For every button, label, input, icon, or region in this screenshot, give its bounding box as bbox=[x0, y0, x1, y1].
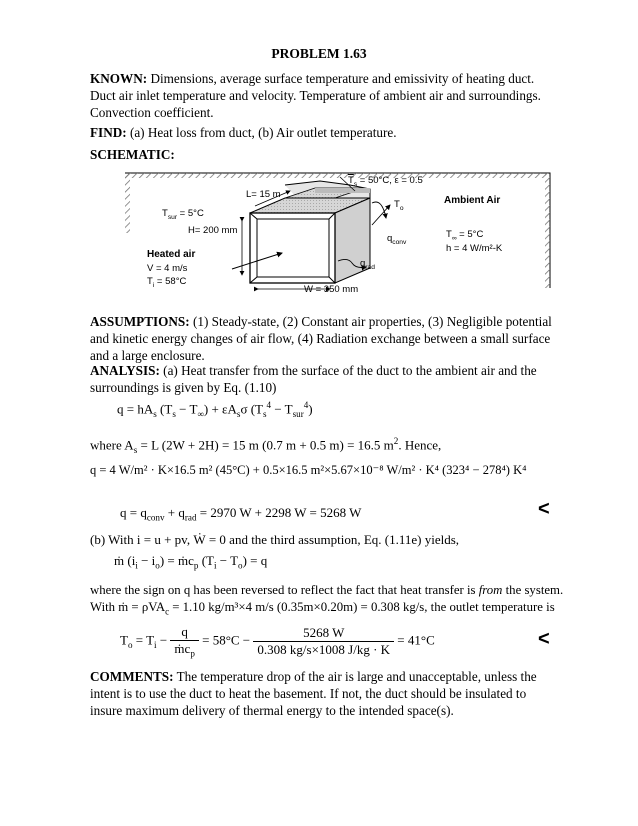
ti-label: $T_i = 58^\circ C$ bbox=[147, 276, 187, 289]
assumptions-section bbox=[90, 313, 560, 364]
qrad-label: $q_{rad}$ bbox=[360, 258, 375, 271]
area-equation: where $A_s = L$ (2W + 2H) = 15 m (0.7 m + 0.5 m) = 16.5 $m^2$. Hence, bbox=[90, 436, 442, 455]
heated-air-label: Heated air bbox=[147, 249, 196, 260]
enclosure-left-wall bbox=[125, 173, 130, 233]
ts-label: $\overline{T}_s = 50^\circ C$, ε = 0.5 bbox=[348, 175, 423, 188]
assumptions-text: (1) Steady-state, (2) Constant air properties, (3) Negligible potential and kinetic energy changes of air flow, (4) Radiation exchange between a small surface and a large enclosure. bbox=[90, 314, 552, 363]
check-mark-a: < bbox=[538, 498, 550, 520]
height-label: H= 200 mm bbox=[188, 225, 238, 236]
known-label: KNOWN: bbox=[90, 71, 148, 86]
find-label: FIND: bbox=[90, 125, 127, 140]
fraction-q-mcp: $\frac{q}{ṁc_p}$ bbox=[170, 624, 198, 659]
length-label: L= 15 m bbox=[246, 189, 281, 200]
enclosure-top-wall bbox=[125, 173, 550, 178]
enclosure-right-wall bbox=[545, 173, 550, 288]
fraction-numeric: $\frac{5268 W}{0.308 kg/s\times 1008 J/kg \cdot K}$ bbox=[253, 625, 394, 658]
to-label: $T_o$ bbox=[394, 199, 404, 212]
problem-title: PROBLEM 1.63 bbox=[271, 46, 367, 61]
schematic-label: SCHEMATIC: bbox=[90, 147, 175, 162]
equation-4: ṁ $(i_i - i_o)$ = ṁc$_p$ $(T_i - T_o) = q$ bbox=[114, 553, 268, 571]
part-b-intro: (b) With i = u + pv, Ẇ = 0 and the third assumption, Eq. (1.11e) yields, bbox=[90, 532, 460, 547]
width-label: W = 350 mm bbox=[304, 284, 359, 295]
find-section bbox=[90, 124, 560, 141]
tinf-label: $T_\infty = 5^\circ C$ bbox=[446, 229, 484, 242]
duct-opening bbox=[257, 219, 329, 277]
known-text: Dimensions, average surface temperature and emissivity of heating duct. Duct air inlet temperature and velocity. Temperature of ambient air and surroundings. Convection coefficient. bbox=[90, 71, 541, 120]
qconv-label: $q_{conv}$ bbox=[387, 233, 407, 246]
analysis-label: ANALYSIS: bbox=[90, 363, 160, 378]
check-mark-b: < bbox=[538, 628, 550, 650]
comments-section bbox=[90, 668, 560, 719]
analysis-section bbox=[90, 362, 560, 396]
equation-1: $q = hA_s$ $(T_s - T_\infty) + \varepsilon A_s\sigma$ $(T_s^4 - T_{sur}^4)$ bbox=[117, 400, 313, 419]
mass-flow-equation: With ṁ = ρVA$_c$ = 1.10 kg/m³×4 m/s (0.35m×0.20m) = 0.308 kg/s, the outlet temperature is bbox=[90, 600, 555, 617]
schematic-figure bbox=[90, 163, 560, 303]
schematic-section bbox=[90, 146, 560, 163]
equation-3: $q = q_{conv} + q_{rad} = 2970$ W + 2298 W = 5268 W bbox=[120, 505, 362, 523]
equation-5: $T_o = T_i$ − $\frac{q}{ṁc_p}$ = 58°C − $\frac{5268 W}{0.308 kg/s\times 1008 J/kg \cdot K}$ = 41°C bbox=[120, 624, 435, 659]
comments-text: The temperature drop of the air is large and unacceptable, unless the intent is to use the duct to heat the basement. If not, the duct should be insulated to insure maximum delivery of thermal energy to the intended space(s). bbox=[90, 669, 537, 718]
equation-2: q = 4 W/m² · K×16.5 m² (45°C) + 0.5×16.5 m²×5.67×10⁻⁸ W/m² · K⁴ (323⁴ − 278⁴) K⁴ bbox=[90, 463, 527, 477]
sign-note: where the sign on q has been reversed to reflect the fact that heat transfer is from the system. bbox=[90, 583, 564, 597]
comments-label: COMMENTS: bbox=[90, 669, 174, 684]
velocity-label: V = 4 m/s bbox=[147, 263, 188, 274]
analysis-text: (a) Heat transfer from the surface of the duct to the ambient air and the surroundings is given by Eq. (1.10) bbox=[90, 363, 537, 395]
tsur-label: $T_{sur} = 5^\circ C$ bbox=[162, 208, 204, 221]
ambient-air-label: Ambient Air bbox=[444, 195, 501, 206]
find-text: (a) Heat loss from duct, (b) Air outlet temperature. bbox=[129, 125, 397, 140]
assumptions-label: ASSUMPTIONS: bbox=[90, 314, 190, 329]
h-coef-label: h = 4 W/m²-K bbox=[446, 243, 503, 254]
known-section bbox=[90, 70, 560, 121]
